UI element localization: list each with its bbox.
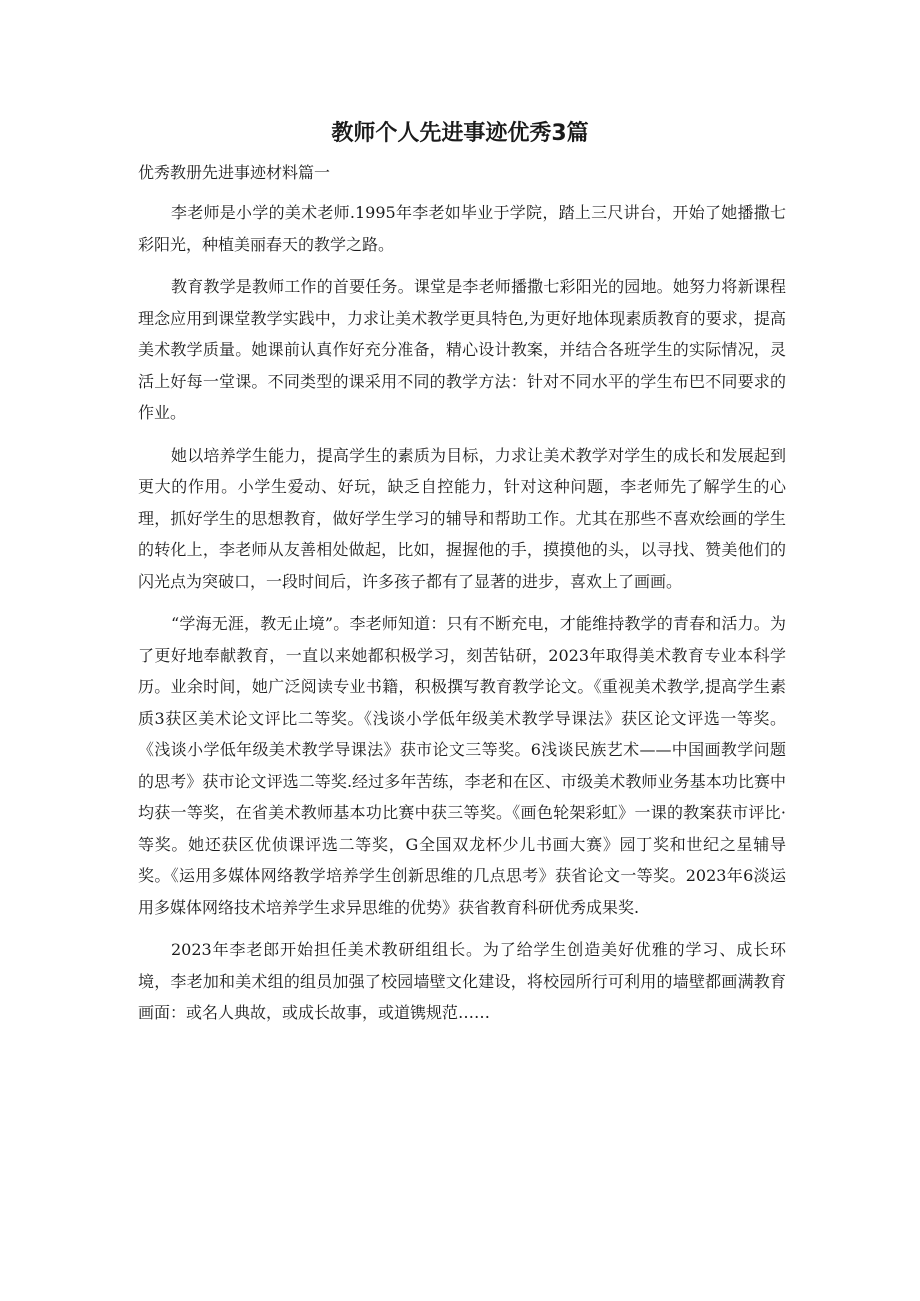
document-title: 教师个人先进事迹优秀3篇 [331, 121, 589, 146]
paragraph: “学海无涯，教无止境”。李老师知道：只有不断充电，才能维持教学的青春和活力。为了更好地奉献教育，一直以来她都积极学习，刻苦钻研，2023年取得美术教育专业本科学历。业余时间，她广泛阅读专业书籍，积极撰写教育教学论文。《重视美术教学,提高学生素质3获区美术论文评比二等奖。《浅谈小学低年级美术教学导课法》获区论文评选一等奖。《浅谈小学低年级美术教学导课法》获市论文三等奖。6浅谈民族艺术——中国画教学问题的思考》获市论文评选二等奖.经过多年苦练，李老和在区、市级美术教师业务基本功比赛中均获一等奖，在省美术教师基本功比赛中获三等奖。《画色轮架彩虹》一课的教案获市评比·等奖。她还获区优侦课评选二等奖，G全国双龙杯少儿书画大赛》园丁奖和世纪之星辅导奖。《运用多媒体网络教学培养学生创新思维的几点思考》获省论文一等奖。2023年6淡运用多媒体网络技术培养学生求异思维的优势》获省教育科研优秀成果奖. [138, 614, 786, 917]
section-heading: 优秀教册先进事迹材料篇一 [138, 163, 331, 182]
paragraph: 2023年李老郎开始担任美术教研组组长。为了给学生创造美好优雅的学习、成长环境，李老加和美术组的组员加强了校园墙壁文化建设，将校园所行可利用的墙壁都画满教育画面：或名人典故，或成长故事，或道镌规范…… [138, 940, 786, 1022]
document-body [138, 197, 786, 1040]
paragraph: 李老师是小学的美术老师.1995年李老如毕业于学院，踏上三尺讲台，开始了她播撒七彩阳光，种植美丽春天的教学之路。 [138, 203, 786, 254]
paragraph: 她以培养学生能力，提高学生的素质为目标，力求让美术教学对学生的成长和发展起到更大的作用。小学生爱动、好玩，缺乏自控能力，针对这种问题，李老师先了解学生的心理，抓好学生的思想教育，做好学生学习的辅导和帮助工作。尤其在那些不喜欢绘画的学生的转化上，李老师从友善相处做起，比如，握握他的手，摸摸他的头，以寻找、赞美他们的闪光点为突破口，一段时间后，许多孩子都有了显著的进步，喜欢上了画画。 [138, 445, 786, 591]
paragraph: 教育教学是教师工作的首要任务。课堂是李老师播撒七彩阳光的园地。她努力将新课程理念应用到课堂教学实践中，力求让美术教学更具特色,为更好地体现素质教育的要求，提高美术教学质量。她课前认真作好充分准备，精心设计教案，并结合各班学生的实际情况，灵活上好每一堂课。不同类型的课采用不同的教学方法：针对不同水平的学生布巴不同要求的作业。 [138, 277, 786, 422]
